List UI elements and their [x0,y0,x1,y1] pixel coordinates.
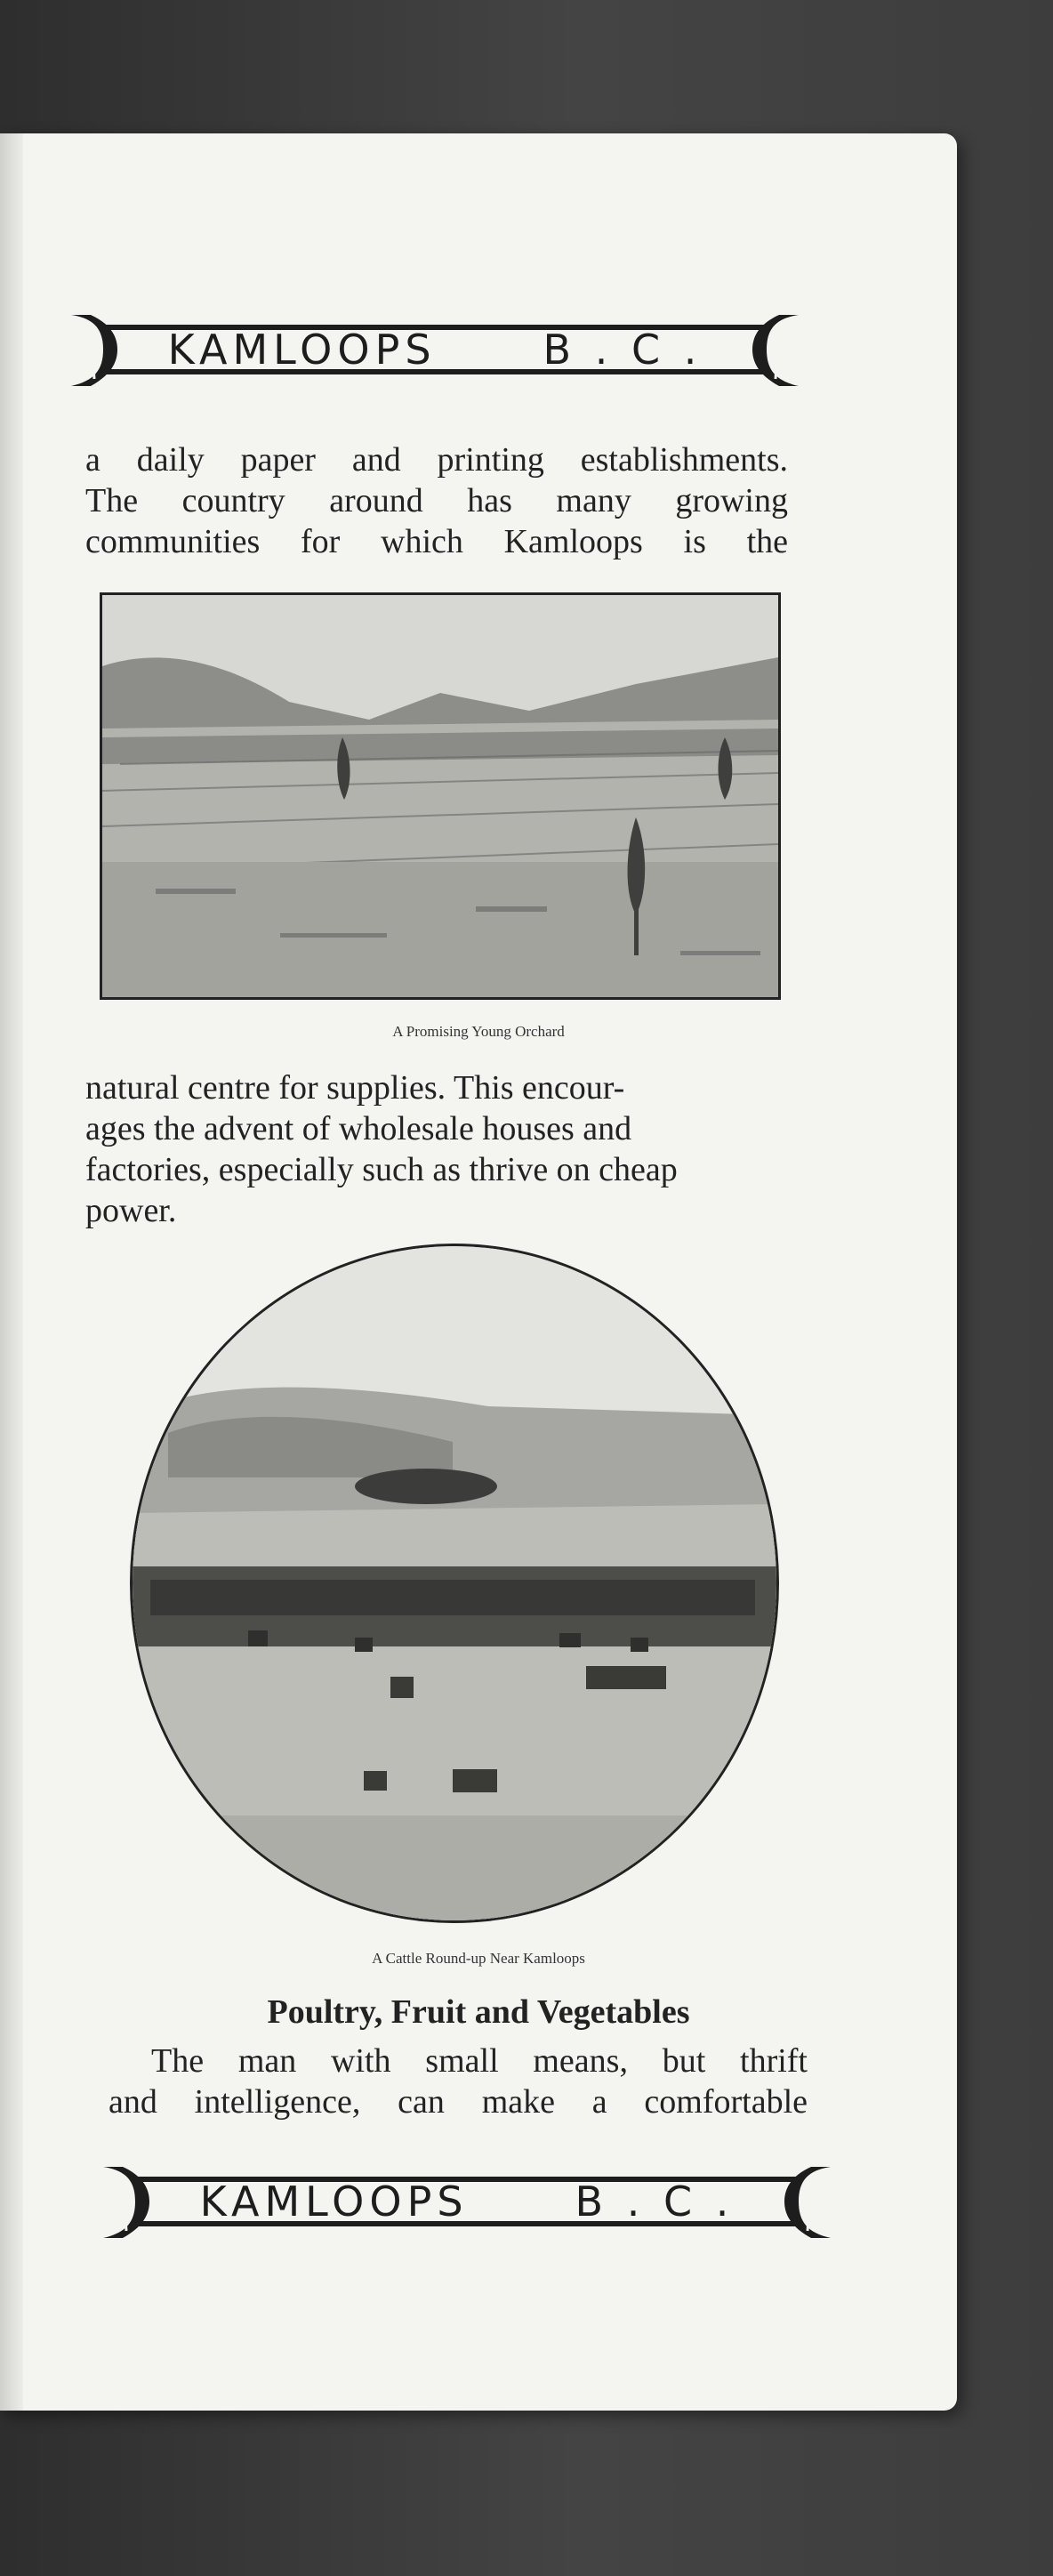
footer-province: B . C . [575,2178,735,2226]
page-spine [0,133,23,2411]
text-line: power. [85,1192,177,1229]
paragraph-2 [85,1067,788,1231]
text-line: The country around has many growing [85,482,788,519]
header-city: KAMLOOPS [167,326,437,374]
cattle-illustration [133,1246,776,1920]
text-line: ages the advent of wholesale houses and [85,1110,632,1147]
text-line: communities for which Kamloops is the [85,523,788,560]
text-line: The man with small means, but thrift [151,2042,808,2080]
text-line: factories, especially such as thrive on cheap [85,1151,678,1188]
text-line: a daily paper and printing establishments. [85,441,788,479]
orchard-photo [100,592,781,1000]
header-banner [68,310,802,390]
orchard-illustration [102,595,778,997]
paragraph-3 [109,2041,808,2122]
header-province: B . C . [543,326,703,374]
text-line: natural centre for supplies. This encour- [85,1069,625,1107]
section-heading: Poultry, Fruit and Vegetables [267,1993,690,2031]
orchard-caption: A Promising Young Orchard [392,1023,565,1040]
paragraph-1 [85,439,788,562]
footer-city: KAMLOOPS [199,2178,469,2226]
footer-banner [100,2161,834,2242]
text-line: and intelligence, can make a comfortable [109,2083,808,2121]
cattle-roundup-photo [130,1244,779,1923]
cattle-caption: A Cattle Round-up Near Kamloops [372,1950,585,1967]
